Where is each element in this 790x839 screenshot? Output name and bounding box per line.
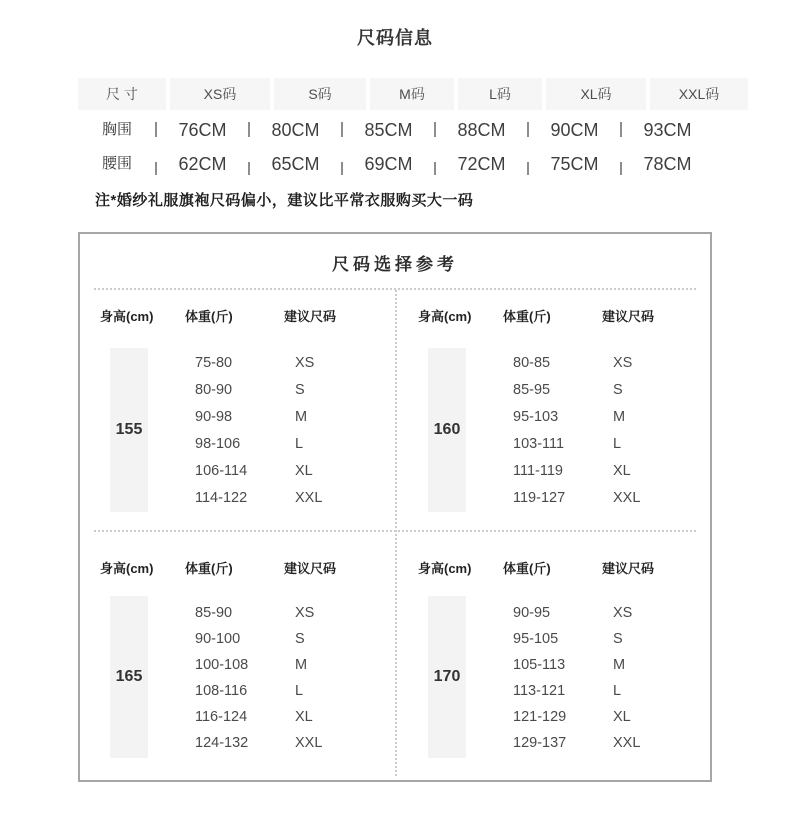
weight-range: 85-90 [195, 605, 233, 621]
suggested-size: S [613, 631, 623, 647]
suggested-size: XS [613, 605, 633, 621]
suggested-size: M [613, 657, 626, 673]
suggested-size: XL [613, 709, 631, 725]
waist-value: 78CM [621, 147, 714, 181]
chest-value: 76CM [156, 113, 249, 147]
weight-range-list [513, 600, 605, 756]
quadrant-height-160 [398, 290, 714, 530]
height-column-header: 身高(cm) [418, 561, 472, 576]
weight-range: 114-122 [195, 490, 248, 506]
suggested-size-list [295, 350, 365, 512]
weight-column-header: 体重(斤) [503, 309, 551, 324]
suggested-size: XL [295, 709, 313, 725]
height-badge [110, 596, 148, 758]
size-table-header-cell: M码 [370, 78, 454, 110]
suggested-size: M [613, 409, 626, 425]
suggested-size: XXL [613, 735, 641, 751]
weight-range: 75-80 [195, 355, 233, 371]
weight-range: 121-129 [513, 709, 567, 725]
quadrant-height-170 [398, 534, 714, 780]
height-badge [428, 596, 466, 758]
height-value: 165 [115, 668, 143, 685]
size-column-header: 建议尺码 [284, 561, 337, 576]
suggested-size: XXL [295, 490, 323, 506]
weight-range: 98-106 [195, 436, 241, 452]
weight-range: 90-95 [513, 605, 551, 621]
size-table-header-cell: L码 [458, 78, 542, 110]
suggested-size: S [295, 382, 305, 398]
suggested-size: M [295, 409, 308, 425]
weight-column-header: 体重(斤) [185, 561, 233, 576]
size-table-header-cell: XL码 [546, 78, 646, 110]
weight-range: 80-85 [513, 355, 551, 371]
reference-title: 尺码选择参考 [332, 255, 458, 274]
weight-range: 106-114 [195, 463, 248, 479]
chest-value: 85CM [342, 113, 435, 147]
size-column-header: 建议尺码 [602, 561, 655, 576]
suggested-size: M [295, 657, 308, 673]
suggested-size: XL [295, 463, 313, 479]
weight-range: 95-103 [513, 409, 559, 425]
suggested-size-list [613, 600, 683, 756]
suggested-size-list [613, 350, 683, 512]
suggested-size: S [295, 631, 305, 647]
page-title: 尺码信息 [357, 28, 433, 48]
weight-range: 113-121 [513, 683, 566, 699]
size-reference-box [78, 232, 712, 782]
suggested-size: L [613, 683, 622, 699]
chest-value: 80CM [249, 113, 342, 147]
weight-range: 105-113 [513, 657, 566, 673]
size-table-header-cell: S码 [274, 78, 366, 110]
table-row-waist [78, 147, 714, 181]
height-value: 170 [433, 668, 461, 685]
chest-value: 90CM [528, 113, 621, 147]
suggested-size: L [295, 683, 304, 699]
weight-range: 129-137 [513, 735, 567, 751]
weight-column-header: 体重(斤) [503, 561, 551, 576]
weight-column-header: 体重(斤) [185, 309, 233, 324]
weight-range: 111-119 [513, 463, 563, 479]
suggested-size: XS [613, 355, 633, 371]
height-value: 155 [115, 421, 143, 438]
suggested-size: XXL [613, 490, 641, 506]
suggested-size-list [295, 600, 365, 756]
quadrant-height-165 [80, 534, 396, 780]
waist-value: 69CM [342, 147, 435, 181]
waist-value: 75CM [528, 147, 621, 181]
suggested-size: XS [295, 605, 315, 621]
weight-range: 85-95 [513, 382, 551, 398]
chest-value: 93CM [621, 113, 714, 147]
weight-range: 95-105 [513, 631, 559, 647]
weight-range: 80-90 [195, 382, 233, 398]
suggested-size: L [613, 436, 622, 452]
height-column-header: 身高(cm) [418, 309, 472, 324]
weight-range: 90-100 [195, 631, 241, 647]
suggested-size: XL [613, 463, 631, 479]
size-table-header-cell: 尺 寸 [78, 78, 166, 110]
weight-range-list [513, 350, 605, 512]
suggested-size: XS [295, 355, 315, 371]
size-table-header-cell: XS码 [170, 78, 270, 110]
height-badge [428, 348, 466, 512]
size-table-header-row [78, 78, 748, 110]
row-label-waist: 腰围 [101, 155, 132, 172]
size-column-header: 建议尺码 [602, 309, 655, 324]
height-value: 160 [433, 421, 461, 438]
waist-value: 65CM [249, 147, 342, 181]
weight-range: 108-116 [195, 683, 248, 699]
chest-value: 88CM [435, 113, 528, 147]
size-table-header-cell: XXL码 [650, 78, 748, 110]
height-badge [110, 348, 148, 512]
weight-range: 119-127 [513, 490, 566, 506]
weight-range: 103-111 [513, 436, 565, 452]
height-column-header: 身高(cm) [100, 561, 154, 576]
weight-range: 116-124 [195, 709, 248, 725]
suggested-size: L [295, 436, 304, 452]
weight-range: 124-132 [195, 735, 249, 751]
weight-range: 90-98 [195, 409, 233, 425]
quadrant-height-155 [80, 290, 396, 530]
size-note-text: 注*婚纱礼服旗袍尺码偏小，建议比平常衣服购买大一码 [95, 192, 474, 209]
waist-value: 62CM [156, 147, 249, 181]
weight-range-list [195, 600, 287, 756]
weight-range-list [195, 350, 287, 512]
suggested-size: XXL [295, 735, 323, 751]
suggested-size: S [613, 382, 623, 398]
table-row-chest [78, 113, 714, 147]
height-column-header: 身高(cm) [100, 309, 154, 324]
waist-value: 72CM [435, 147, 528, 181]
row-label-chest: 胸围 [101, 121, 132, 138]
weight-range: 100-108 [195, 657, 249, 673]
size-column-header: 建议尺码 [284, 309, 337, 324]
